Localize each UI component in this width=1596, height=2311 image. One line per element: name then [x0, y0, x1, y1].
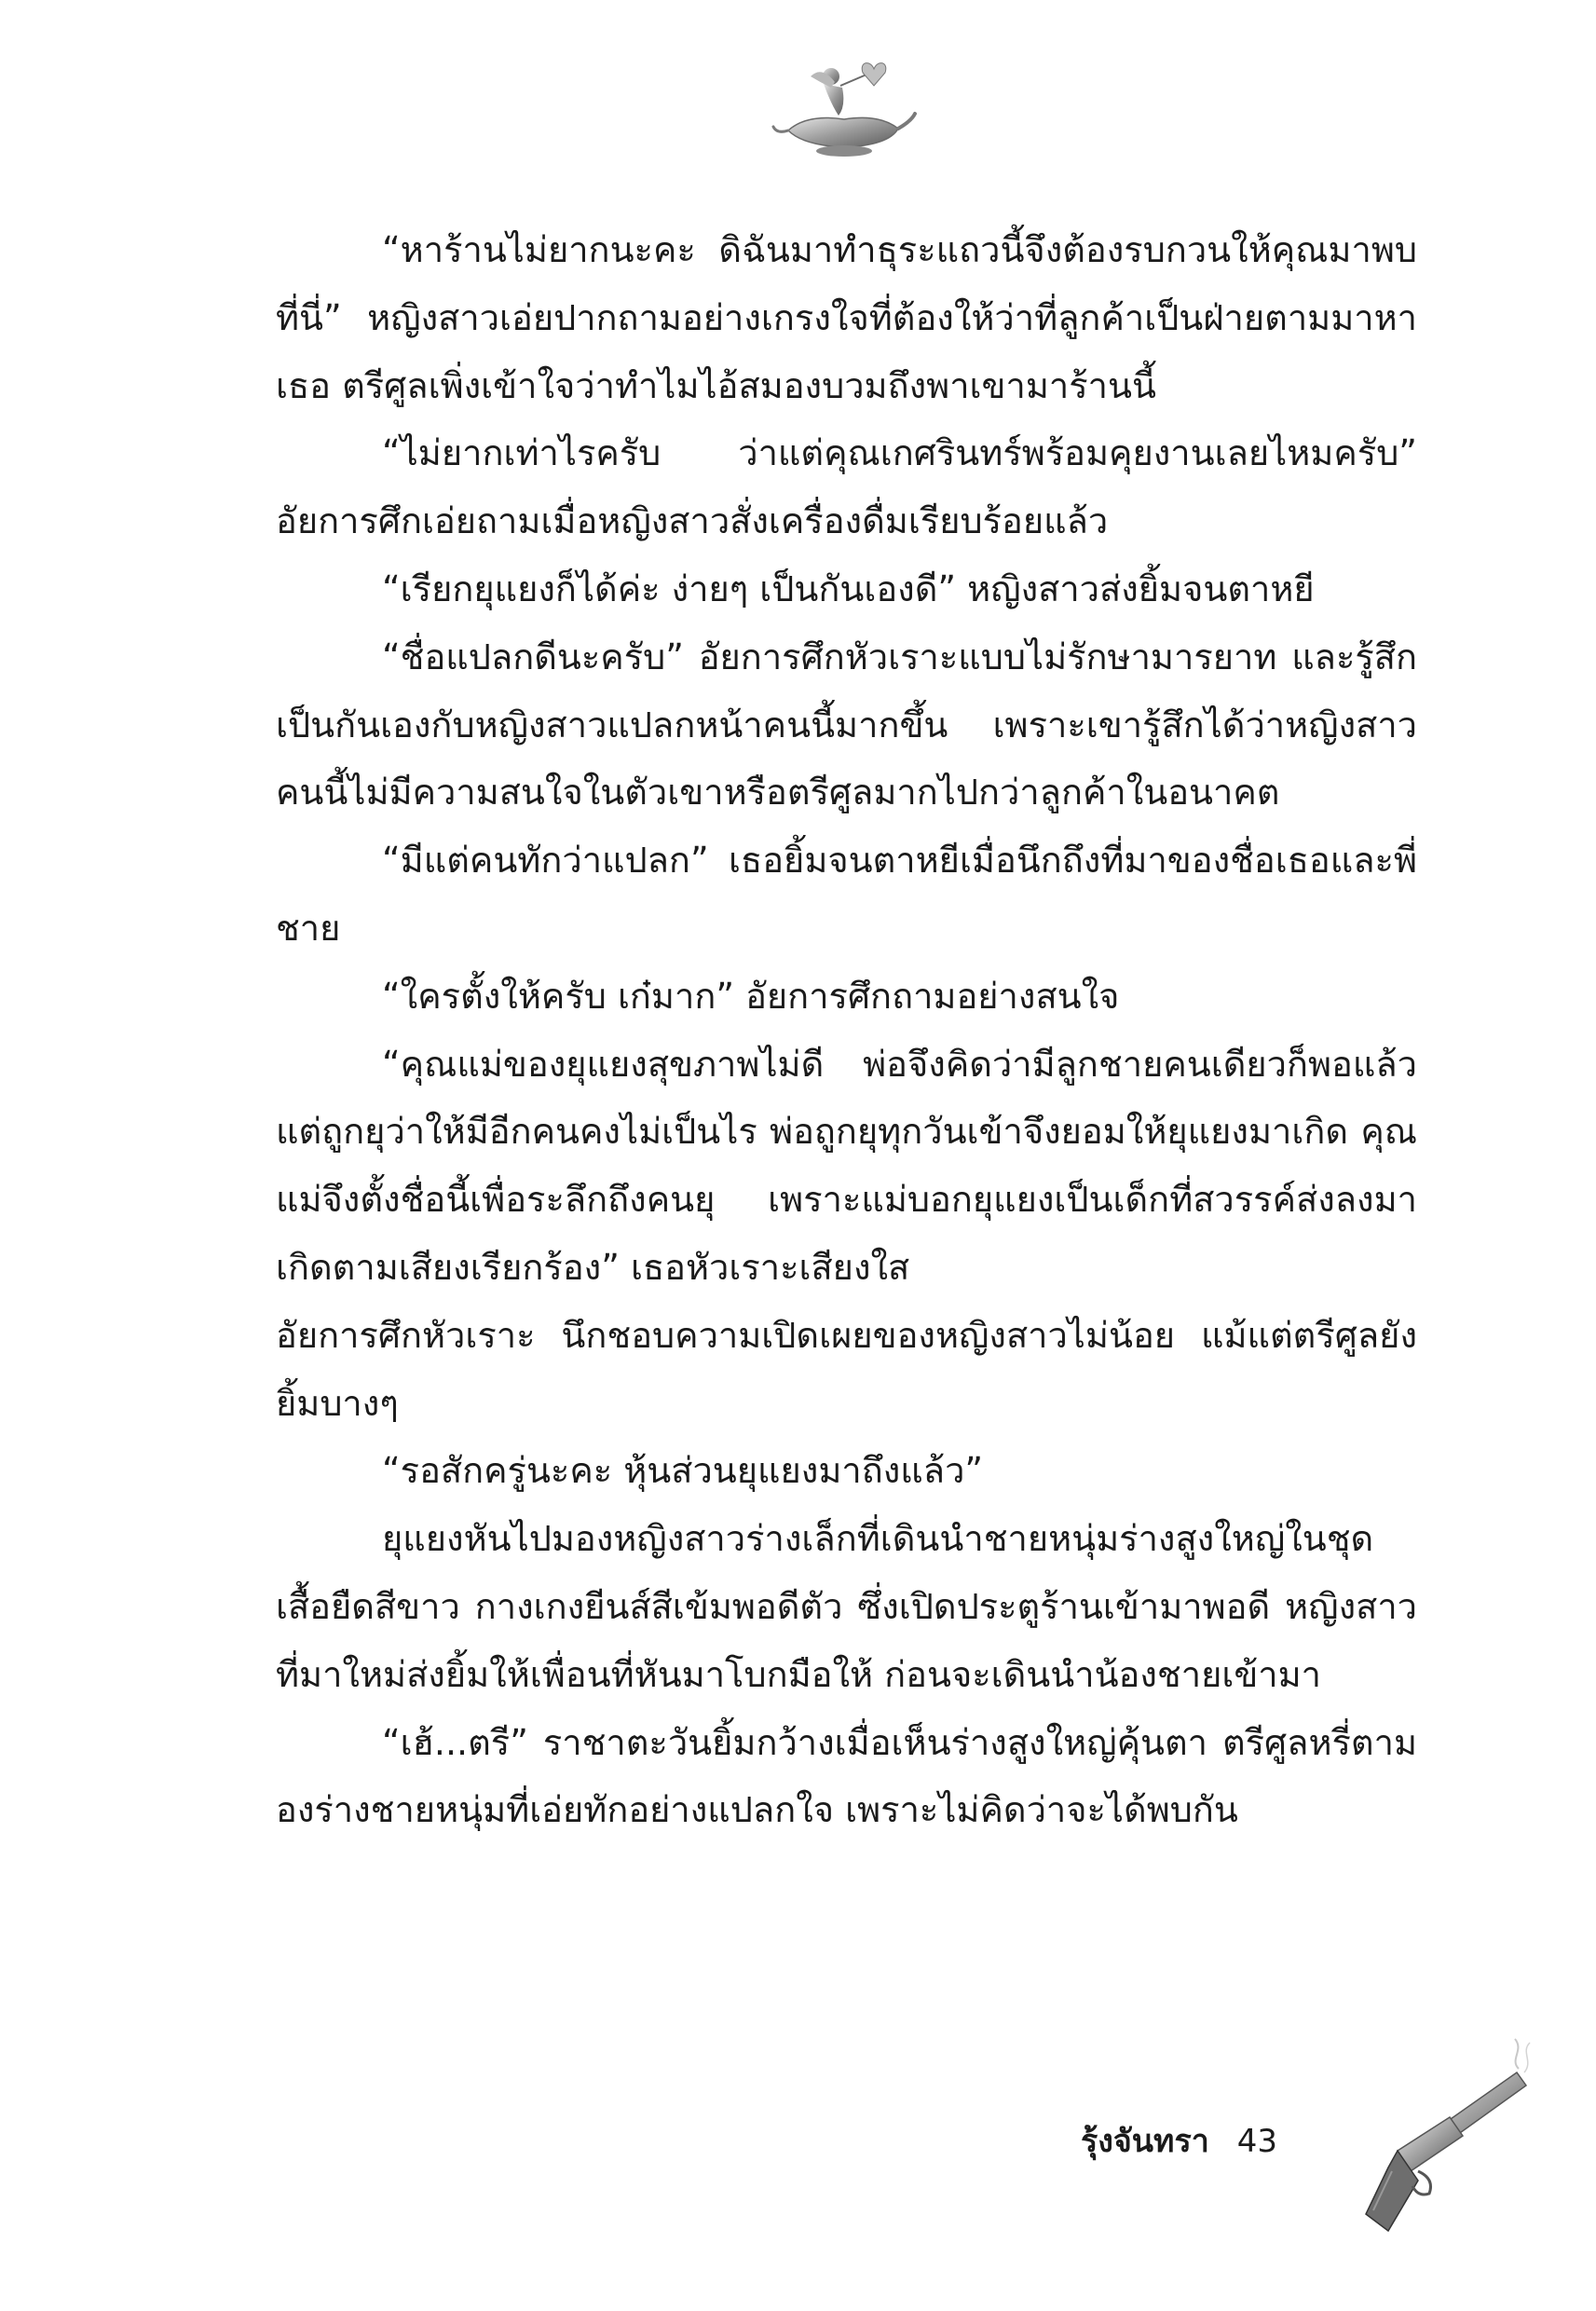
book-title: รุ้งจันทรา — [1081, 2123, 1209, 2160]
page-number: 43 — [1236, 2123, 1278, 2160]
paragraph: “ไม่ยากเท่าไรครับ ว่าแต่คุณเกศรินทร์พร้อมคุยงานเลยไหมครับ” อัยการศึกเอ่ยถามเมื่อหญิงสาวสั่งเครื่องดื่มเรียบร้อยแล้ว — [276, 432, 1417, 542]
paragraph: “คุณแม่ของยุแยงสุขภาพไม่ดี พ่อจึงคิดว่ามีลูกชายคนเดียวก็พอแล้ว แต่ถูกยุว่าให้มีอีกคนคงไม่เป็นไร พ่อถูกยุทุกวันเข้าจึงยอมให้ยุแยงมาเกิด คุณแม่จึงตั้งชื่อนี้เพื่อระลึกถึงคนยุ เพราะแม่บอกยุแยงเป็นเด็กที่สวรรค์ส่งลงมาเกิดตามเสียงเรียกร้อง” เธอหัวเราะเสียงใส — [276, 1043, 1417, 1288]
paragraph: “เฮ้...ตรี” ราชาตะวันยิ้มกว้างเมื่อเห็นร่างสูงใหญ่คุ้นตา ตรีศูลหรี่ตามองร่างชายหนุ่มที่เอ่ยทักอย่างแปลกใจ เพราะไม่คิดว่าจะได้พบกัน — [276, 1721, 1417, 1831]
paragraph: “มีแต่คนทักว่าแปลก” เธอยิ้มจนตาหยีเมื่อนึกถึงที่มาของชื่อเธอและพี่ชาย — [276, 840, 1417, 949]
paragraph: ยุแยงหันไปมองหญิงสาวร่างเล็กที่เดินนำชายหนุ่มร่างสูงใหญ่ในชุดเสื้อยืดสีขาว กางเกงยีนส์สีเข้มพอดีตัว ซึ่งเปิดประตูร้านเข้ามาพอดี หญิงสาวที่มาใหม่ส่งยิ้มให้เพื่อนที่หันมาโบกมือให้ ก่อนจะเดินนำน้องชายเข้ามา — [276, 1518, 1417, 1695]
cupid-teapot-ornament-icon — [770, 48, 919, 160]
paragraph: “รอสักครู่นะคะ หุ้นส่วนยุแยงมาถึงแล้ว” — [382, 1450, 984, 1492]
paragraph: อัยการศึกหัวเราะ นึกชอบความเปิดเผยของหญิงสาวไม่น้อย แม้แต่ตรีศูลยังยิ้มบางๆ — [276, 1314, 1417, 1424]
paragraph: “เรียกยุแยงก็ได้ค่ะ ง่ายๆ เป็นกันเองดี” หญิงสาวส่งยิ้มจนตาหยี — [382, 567, 1315, 609]
paragraph: “ชื่อแปลกดีนะครับ” อัยการศึกหัวเราะแบบไม่รักษามารยาท และรู้สึกเป็นกันเองกับหญิงสาวแปลกหน้าคนนี้มากขึ้น เพราะเขารู้สึกได้ว่าหญิงสาวคนนี้ไม่มีความสนใจในตัวเขาหรือตรีศูลมากไปกว่าลูกค้าในอนาคต — [276, 636, 1417, 814]
paragraph: “ใครตั้งให้ครับ เก๋มาก” อัยการศึกถามอย่างสนใจ — [382, 975, 1120, 1017]
body-text — [276, 216, 1417, 1844]
pistol-with-smoke-icon — [1360, 2031, 1537, 2246]
page-footer — [1081, 2115, 1277, 2166]
paragraph: “หาร้านไม่ยากนะคะ ดิฉันมาทำธุระแถวนี้จึงต้องรบกวนให้คุณมาพบที่นี่” หญิงสาวเอ่ยปากถามอย่างเกรงใจที่ต้องให้ว่าที่ลูกค้าเป็นฝ่ายตามมาหาเธอ ตรีศูลเพิ่งเข้าใจว่าทำไมไอ้สมองบวมถึงพาเขามาร้านนี้ — [276, 229, 1417, 406]
